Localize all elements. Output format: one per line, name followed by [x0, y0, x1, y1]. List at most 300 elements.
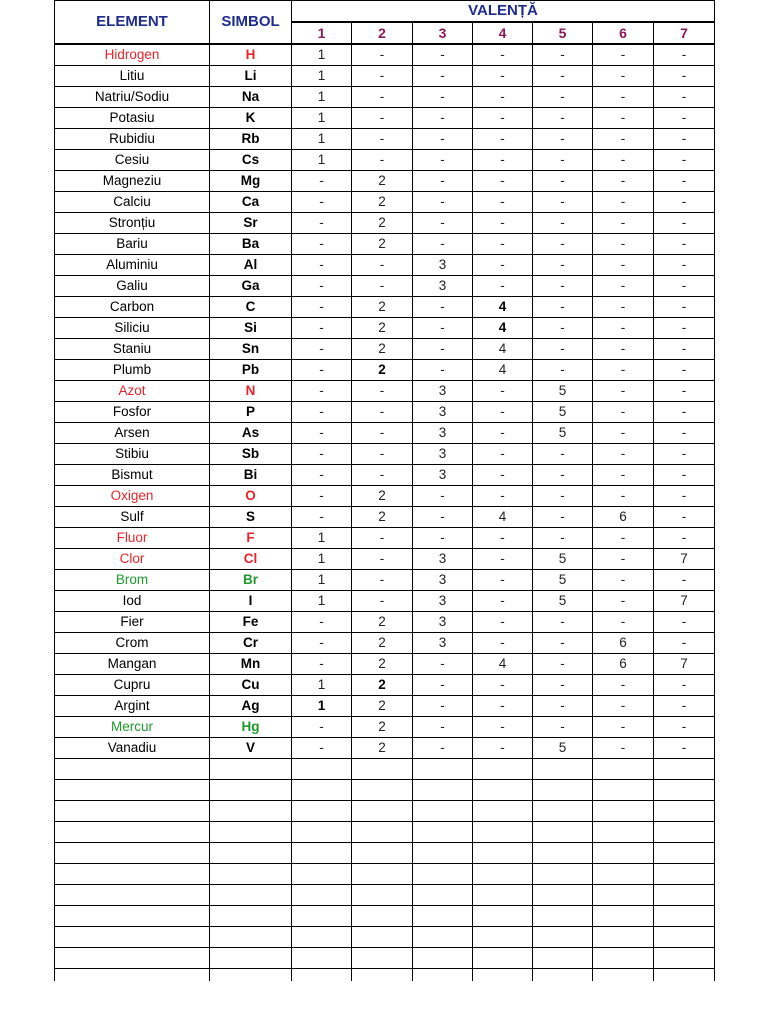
- empty-cell: [55, 969, 210, 982]
- valence-cell-6: -: [593, 150, 654, 171]
- empty-cell: [654, 906, 715, 927]
- empty-cell: [210, 948, 292, 969]
- valence-cell-3: -: [413, 717, 473, 738]
- empty-cell: [593, 927, 654, 948]
- valence-cell-7: -: [654, 717, 715, 738]
- valence-cell-6: -: [593, 738, 654, 759]
- valence-cell-2: 2: [352, 507, 413, 528]
- valence-cell-5: 5: [533, 423, 593, 444]
- element-name-cell: Mercur: [55, 717, 210, 738]
- empty-cell: [654, 927, 715, 948]
- valence-cell-4: 4: [473, 507, 533, 528]
- valence-cell-6: -: [593, 339, 654, 360]
- valence-cell-6: -: [593, 675, 654, 696]
- table-row: [55, 549, 715, 570]
- empty-cell: [55, 864, 210, 885]
- table-row: [55, 444, 715, 465]
- valence-cell-5: -: [533, 465, 593, 486]
- valence-cell-4: -: [473, 402, 533, 423]
- table-row: [55, 129, 715, 150]
- valence-cell-7: -: [654, 318, 715, 339]
- valence-cell-7: -: [654, 66, 715, 87]
- empty-cell: [593, 885, 654, 906]
- element-symbol-cell: P: [210, 402, 292, 423]
- valence-cell-7: -: [654, 423, 715, 444]
- element-symbol-cell: Mg: [210, 171, 292, 192]
- valence-cell-1: -: [292, 234, 352, 255]
- valence-table: [54, 0, 715, 981]
- empty-cell: [593, 864, 654, 885]
- empty-cell: [413, 969, 473, 982]
- valence-cell-6: -: [593, 108, 654, 129]
- element-name-cell: Carbon: [55, 297, 210, 318]
- valence-cell-3: -: [413, 360, 473, 381]
- empty-cell: [210, 927, 292, 948]
- valence-cell-3: -: [413, 87, 473, 108]
- table-row: [55, 507, 715, 528]
- empty-cell: [473, 801, 533, 822]
- element-symbol-cell: Ca: [210, 192, 292, 213]
- element-symbol-cell: Al: [210, 255, 292, 276]
- empty-cell: [654, 780, 715, 801]
- valence-cell-7: -: [654, 612, 715, 633]
- valence-cell-5: -: [533, 234, 593, 255]
- valence-cell-5: -: [533, 654, 593, 675]
- valence-cell-1: 1: [292, 87, 352, 108]
- empty-cell: [292, 864, 352, 885]
- valence-cell-7: -: [654, 255, 715, 276]
- empty-cell: [413, 885, 473, 906]
- valence-cell-6: -: [593, 570, 654, 591]
- header-valence-4: 4: [473, 22, 533, 44]
- element-symbol-cell: F: [210, 528, 292, 549]
- empty-row: [55, 864, 715, 885]
- empty-cell: [533, 927, 593, 948]
- valence-cell-2: 2: [352, 738, 413, 759]
- element-symbol-cell: Fe: [210, 612, 292, 633]
- empty-row: [55, 843, 715, 864]
- element-symbol-cell: V: [210, 738, 292, 759]
- element-name-cell: Natriu/Sodiu: [55, 87, 210, 108]
- empty-cell: [55, 885, 210, 906]
- table-row: [55, 339, 715, 360]
- empty-row: [55, 906, 715, 927]
- table-row: [55, 612, 715, 633]
- empty-cell: [473, 759, 533, 780]
- empty-cell: [593, 969, 654, 982]
- empty-cell: [593, 948, 654, 969]
- valence-cell-4: -: [473, 528, 533, 549]
- valence-cell-7: -: [654, 486, 715, 507]
- empty-cell: [654, 948, 715, 969]
- valence-cell-1: -: [292, 192, 352, 213]
- valence-cell-1: -: [292, 402, 352, 423]
- empty-cell: [292, 948, 352, 969]
- valence-cell-4: 4: [473, 654, 533, 675]
- header-valenta: VALENȚĂ: [292, 1, 715, 23]
- valence-cell-7: -: [654, 360, 715, 381]
- element-name-cell: Sulf: [55, 507, 210, 528]
- valence-cell-4: -: [473, 570, 533, 591]
- valence-cell-6: -: [593, 44, 654, 66]
- empty-cell: [210, 864, 292, 885]
- empty-cell: [352, 843, 413, 864]
- element-symbol-cell: Hg: [210, 717, 292, 738]
- valence-cell-1: 1: [292, 675, 352, 696]
- valence-cell-3: 3: [413, 570, 473, 591]
- valence-cell-5: -: [533, 717, 593, 738]
- valence-cell-5: -: [533, 675, 593, 696]
- valence-cell-5: -: [533, 255, 593, 276]
- empty-cell: [654, 759, 715, 780]
- valence-cell-1: 1: [292, 528, 352, 549]
- valence-cell-6: -: [593, 129, 654, 150]
- empty-cell: [593, 759, 654, 780]
- empty-row: [55, 801, 715, 822]
- valence-cell-3: -: [413, 234, 473, 255]
- header-valence-7: 7: [654, 22, 715, 44]
- valence-cell-7: -: [654, 528, 715, 549]
- valence-cell-5: -: [533, 44, 593, 66]
- valence-cell-4: -: [473, 444, 533, 465]
- valence-cell-2: 2: [352, 192, 413, 213]
- valence-cell-4: -: [473, 738, 533, 759]
- empty-cell: [413, 948, 473, 969]
- element-symbol-cell: Ba: [210, 234, 292, 255]
- empty-cell: [352, 780, 413, 801]
- table-row: [55, 255, 715, 276]
- valence-cell-4: -: [473, 591, 533, 612]
- valence-cell-4: -: [473, 234, 533, 255]
- valence-cell-4: 4: [473, 318, 533, 339]
- valence-cell-3: -: [413, 129, 473, 150]
- valence-cell-5: -: [533, 696, 593, 717]
- valence-cell-7: -: [654, 339, 715, 360]
- empty-cell: [210, 885, 292, 906]
- valence-cell-6: -: [593, 87, 654, 108]
- valence-cell-2: -: [352, 276, 413, 297]
- table-row: [55, 360, 715, 381]
- valence-cell-6: -: [593, 360, 654, 381]
- table-row: [55, 318, 715, 339]
- element-name-cell: Rubidiu: [55, 129, 210, 150]
- empty-cell: [473, 948, 533, 969]
- empty-row: [55, 822, 715, 843]
- empty-cell: [654, 969, 715, 982]
- element-name-cell: Cupru: [55, 675, 210, 696]
- valence-cell-5: 5: [533, 381, 593, 402]
- empty-cell: [413, 759, 473, 780]
- valence-cell-3: -: [413, 108, 473, 129]
- empty-cell: [210, 780, 292, 801]
- valence-cell-7: -: [654, 570, 715, 591]
- valence-cell-3: -: [413, 213, 473, 234]
- valence-cell-7: -: [654, 633, 715, 654]
- valence-cell-5: -: [533, 87, 593, 108]
- valence-cell-2: 2: [352, 213, 413, 234]
- valence-cell-1: -: [292, 276, 352, 297]
- element-name-cell: Crom: [55, 633, 210, 654]
- valence-cell-7: -: [654, 129, 715, 150]
- element-name-cell: Plumb: [55, 360, 210, 381]
- valence-cell-5: -: [533, 129, 593, 150]
- table-row: [55, 423, 715, 444]
- valence-cell-3: 3: [413, 633, 473, 654]
- empty-cell: [210, 759, 292, 780]
- valence-cell-3: 3: [413, 381, 473, 402]
- valence-cell-1: 1: [292, 66, 352, 87]
- empty-cell: [55, 780, 210, 801]
- valence-cell-1: -: [292, 423, 352, 444]
- empty-cell: [352, 906, 413, 927]
- element-name-cell: Cesiu: [55, 150, 210, 171]
- valence-cell-3: 3: [413, 612, 473, 633]
- valence-cell-4: -: [473, 465, 533, 486]
- empty-cell: [593, 906, 654, 927]
- partial-row: [55, 969, 715, 982]
- valence-cell-3: -: [413, 738, 473, 759]
- empty-cell: [533, 906, 593, 927]
- element-name-cell: Bismut: [55, 465, 210, 486]
- valence-cell-3: -: [413, 486, 473, 507]
- empty-row: [55, 780, 715, 801]
- table-row: [55, 297, 715, 318]
- element-symbol-cell: As: [210, 423, 292, 444]
- empty-cell: [292, 801, 352, 822]
- element-symbol-cell: Ga: [210, 276, 292, 297]
- empty-cell: [292, 780, 352, 801]
- table-row: [55, 675, 715, 696]
- empty-cell: [473, 780, 533, 801]
- table-row: [55, 276, 715, 297]
- empty-cell: [533, 843, 593, 864]
- empty-cell: [55, 822, 210, 843]
- valence-cell-5: -: [533, 66, 593, 87]
- element-name-cell: Argint: [55, 696, 210, 717]
- valence-cell-7: -: [654, 696, 715, 717]
- valence-cell-4: -: [473, 213, 533, 234]
- valence-cell-7: -: [654, 44, 715, 66]
- valence-cell-1: 1: [292, 150, 352, 171]
- table-row: [55, 381, 715, 402]
- valence-cell-7: -: [654, 213, 715, 234]
- valence-cell-5: 5: [533, 591, 593, 612]
- valence-cell-7: -: [654, 402, 715, 423]
- empty-cell: [352, 969, 413, 982]
- valence-cell-6: -: [593, 318, 654, 339]
- element-name-cell: Azot: [55, 381, 210, 402]
- valence-cell-6: -: [593, 402, 654, 423]
- empty-cell: [473, 822, 533, 843]
- valence-cell-7: -: [654, 171, 715, 192]
- valence-cell-6: -: [593, 297, 654, 318]
- element-name-cell: Arsen: [55, 423, 210, 444]
- valence-cell-4: 4: [473, 297, 533, 318]
- valence-cell-3: -: [413, 66, 473, 87]
- valence-cell-6: -: [593, 717, 654, 738]
- valence-cell-2: 2: [352, 696, 413, 717]
- valence-cell-2: -: [352, 255, 413, 276]
- valence-cell-4: -: [473, 717, 533, 738]
- element-symbol-cell: Li: [210, 66, 292, 87]
- valence-cell-3: -: [413, 696, 473, 717]
- valence-cell-2: -: [352, 402, 413, 423]
- valence-cell-3: 3: [413, 465, 473, 486]
- empty-cell: [654, 822, 715, 843]
- valence-cell-6: 6: [593, 507, 654, 528]
- empty-cell: [292, 885, 352, 906]
- element-name-cell: Stibiu: [55, 444, 210, 465]
- valence-cell-6: -: [593, 591, 654, 612]
- empty-cell: [413, 822, 473, 843]
- valence-cell-6: -: [593, 465, 654, 486]
- empty-cell: [210, 822, 292, 843]
- empty-cell: [473, 906, 533, 927]
- empty-cell: [55, 843, 210, 864]
- empty-cell: [210, 969, 292, 982]
- valence-cell-7: 7: [654, 549, 715, 570]
- empty-cell: [473, 843, 533, 864]
- valence-cell-3: -: [413, 654, 473, 675]
- element-name-cell: Fosfor: [55, 402, 210, 423]
- valence-cell-6: -: [593, 696, 654, 717]
- element-name-cell: Bariu: [55, 234, 210, 255]
- valence-cell-2: 2: [352, 654, 413, 675]
- element-symbol-cell: I: [210, 591, 292, 612]
- element-name-cell: Iod: [55, 591, 210, 612]
- valence-cell-2: 2: [352, 360, 413, 381]
- element-name-cell: Brom: [55, 570, 210, 591]
- valence-cell-1: -: [292, 465, 352, 486]
- valence-cell-6: 6: [593, 633, 654, 654]
- valence-cell-7: -: [654, 507, 715, 528]
- valence-cell-5: -: [533, 444, 593, 465]
- element-symbol-cell: K: [210, 108, 292, 129]
- valence-cell-5: -: [533, 108, 593, 129]
- element-name-cell: Stronțiu: [55, 213, 210, 234]
- table-row: [55, 465, 715, 486]
- valence-cell-1: 1: [292, 591, 352, 612]
- empty-cell: [473, 969, 533, 982]
- element-symbol-cell: Si: [210, 318, 292, 339]
- table-row: [55, 234, 715, 255]
- valence-cell-6: -: [593, 255, 654, 276]
- empty-cell: [593, 801, 654, 822]
- valence-cell-2: -: [352, 87, 413, 108]
- valence-cell-4: -: [473, 66, 533, 87]
- valence-cell-4: -: [473, 633, 533, 654]
- empty-cell: [210, 906, 292, 927]
- valence-cell-5: -: [533, 276, 593, 297]
- element-name-cell: Staniu: [55, 339, 210, 360]
- empty-cell: [533, 801, 593, 822]
- empty-cell: [55, 948, 210, 969]
- valence-cell-6: -: [593, 381, 654, 402]
- table-row: [55, 591, 715, 612]
- valence-cell-6: -: [593, 192, 654, 213]
- empty-cell: [413, 780, 473, 801]
- table-row: [55, 171, 715, 192]
- valence-cell-2: -: [352, 570, 413, 591]
- valence-cell-4: -: [473, 44, 533, 66]
- valence-cell-6: -: [593, 423, 654, 444]
- valence-cell-2: -: [352, 66, 413, 87]
- valence-cell-1: -: [292, 360, 352, 381]
- valence-cell-2: 2: [352, 234, 413, 255]
- valence-cell-7: -: [654, 465, 715, 486]
- valence-cell-5: -: [533, 339, 593, 360]
- element-symbol-cell: Na: [210, 87, 292, 108]
- element-name-cell: Galiu: [55, 276, 210, 297]
- valence-cell-4: -: [473, 549, 533, 570]
- valence-cell-6: -: [593, 171, 654, 192]
- valence-cell-1: -: [292, 339, 352, 360]
- empty-cell: [473, 927, 533, 948]
- valence-cell-1: -: [292, 654, 352, 675]
- empty-cell: [292, 822, 352, 843]
- empty-cell: [533, 948, 593, 969]
- empty-cell: [593, 780, 654, 801]
- empty-cell: [292, 759, 352, 780]
- valence-cell-2: 2: [352, 318, 413, 339]
- table-row: [55, 402, 715, 423]
- header-valence-1: 1: [292, 22, 352, 44]
- valence-cell-6: -: [593, 528, 654, 549]
- valence-cell-4: 4: [473, 360, 533, 381]
- valence-cell-4: -: [473, 150, 533, 171]
- valence-cell-4: -: [473, 381, 533, 402]
- valence-cell-2: -: [352, 528, 413, 549]
- empty-cell: [654, 864, 715, 885]
- table-row: [55, 696, 715, 717]
- element-symbol-cell: H: [210, 44, 292, 66]
- element-symbol-cell: Sr: [210, 213, 292, 234]
- element-name-cell: Hidrogen: [55, 44, 210, 66]
- element-symbol-cell: S: [210, 507, 292, 528]
- valence-cell-7: 7: [654, 654, 715, 675]
- valence-cell-3: -: [413, 150, 473, 171]
- header-valence-2: 2: [352, 22, 413, 44]
- valence-cell-6: -: [593, 234, 654, 255]
- valence-cell-2: -: [352, 44, 413, 66]
- table-row: [55, 486, 715, 507]
- valence-cell-5: -: [533, 171, 593, 192]
- valence-cell-1: -: [292, 633, 352, 654]
- element-symbol-cell: Ag: [210, 696, 292, 717]
- valence-cell-3: -: [413, 192, 473, 213]
- valence-cell-5: -: [533, 528, 593, 549]
- empty-row: [55, 759, 715, 780]
- valence-cell-2: -: [352, 381, 413, 402]
- table-row: [55, 87, 715, 108]
- valence-cell-7: -: [654, 297, 715, 318]
- table-row: [55, 738, 715, 759]
- valence-cell-6: -: [593, 549, 654, 570]
- empty-row: [55, 948, 715, 969]
- valence-cell-5: -: [533, 150, 593, 171]
- element-symbol-cell: Sb: [210, 444, 292, 465]
- valence-cell-6: -: [593, 444, 654, 465]
- empty-cell: [55, 801, 210, 822]
- valence-cell-2: 2: [352, 717, 413, 738]
- element-name-cell: Clor: [55, 549, 210, 570]
- element-symbol-cell: O: [210, 486, 292, 507]
- valence-cell-2: 2: [352, 612, 413, 633]
- valence-cell-4: -: [473, 696, 533, 717]
- valence-cell-2: -: [352, 129, 413, 150]
- valence-cell-7: -: [654, 87, 715, 108]
- valence-cell-3: 3: [413, 591, 473, 612]
